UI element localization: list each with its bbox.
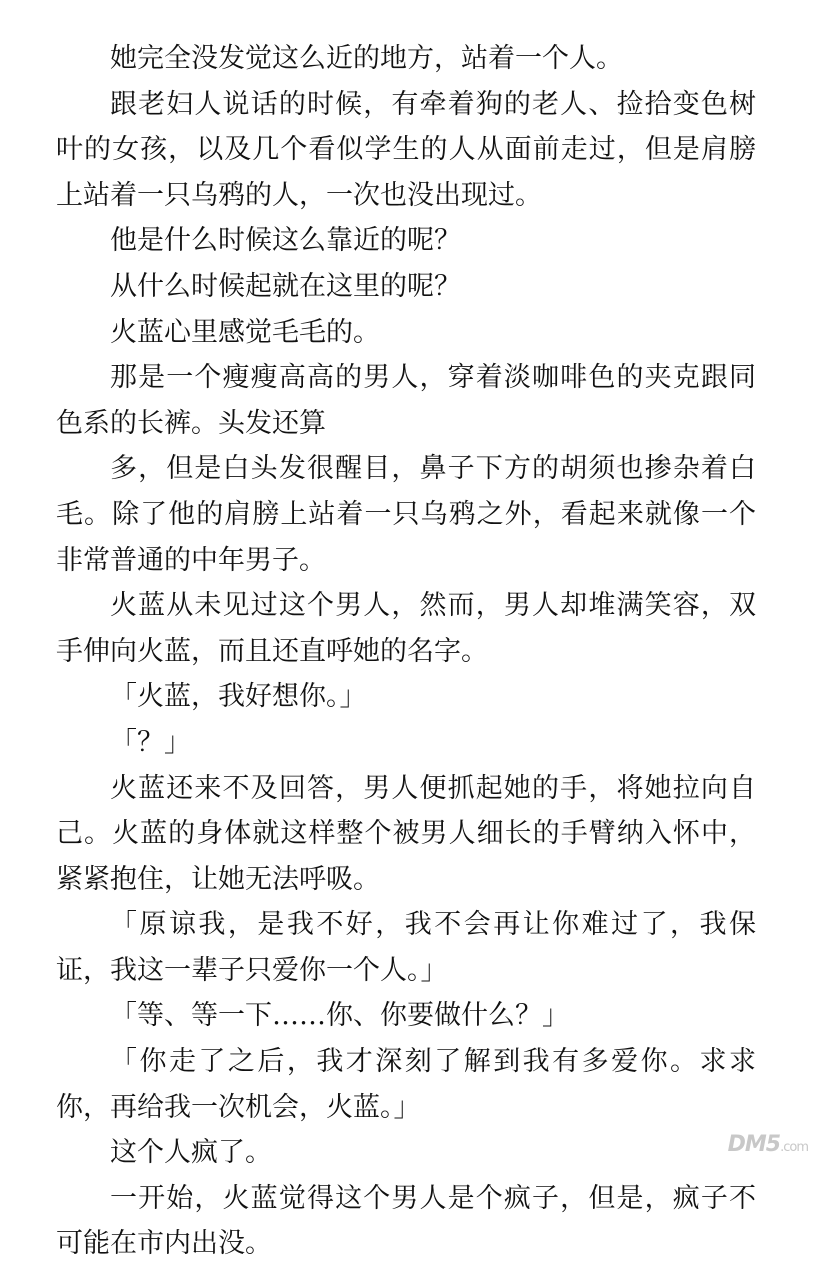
paragraph: 她完全没发觉这么近的地方，站着一个人。 <box>110 43 623 74</box>
paragraph: 「？」 <box>110 726 191 758</box>
paragraph: 「等、等一下……你、你要做什么？」 <box>110 1000 569 1032</box>
paragraph: 多，但是白头发很醒目，鼻子下方的胡须也掺杂着白毛。除了他的肩膀上站着一只乌鸦之外，看起来就像一个非常普通的中年男子。 <box>56 453 756 576</box>
paragraph: 这个人疯了。 <box>110 1137 272 1169</box>
watermark-suffix: .com <box>780 1140 808 1155</box>
paragraph: 「你走了之后，我才深刻了解到我有多爱你。求求你，再给我一次机会，火蓝。」 <box>56 1046 756 1123</box>
paragraph: 火蓝从未见过这个男人，然而，男人却堆满笑容，双手伸向火蓝，而且还直呼她的名字。 <box>56 590 756 667</box>
watermark-main: DM5 <box>727 1132 781 1157</box>
paragraph: 「原谅我，是我不好，我不会再让你难过了，我保证，我这一辈子只爱你一个人。」 <box>56 909 756 986</box>
paragraph: 跟老妇人说话的时候，有牵着狗的老人、捡拾变色树叶的女孩，以及几个看似学生的人从面前走过，但是肩膀上站着一只乌鸦的人，一次也没出现过。 <box>56 88 756 211</box>
site-watermark <box>698 1117 808 1157</box>
body-text <box>56 36 756 1267</box>
paragraph: 他是什么时候这么靠近的呢？ <box>110 225 461 257</box>
paragraph: 一开始，火蓝觉得这个男人是个疯子，但是，疯子不可能在市内出没。 <box>56 1182 756 1260</box>
paragraph: 火蓝还来不及回答，男人便抓起她的手，将她拉向自己。火蓝的身体就这样整个被男人细长的手臂纳入怀中，紧紧抱住，让她无法呼吸。 <box>56 772 756 895</box>
paragraph: 「火蓝，我好想你。」 <box>110 681 367 713</box>
paragraph: 从什么时候起就在这里的呢？ <box>110 270 461 302</box>
watermark-logo <box>728 1132 808 1157</box>
paragraph: 火蓝心里感觉毛毛的。 <box>110 316 380 348</box>
paragraph: 那是一个瘦瘦高高的男人，穿着淡咖啡色的夹克跟同色系的长裤。头发还算 <box>56 362 756 439</box>
